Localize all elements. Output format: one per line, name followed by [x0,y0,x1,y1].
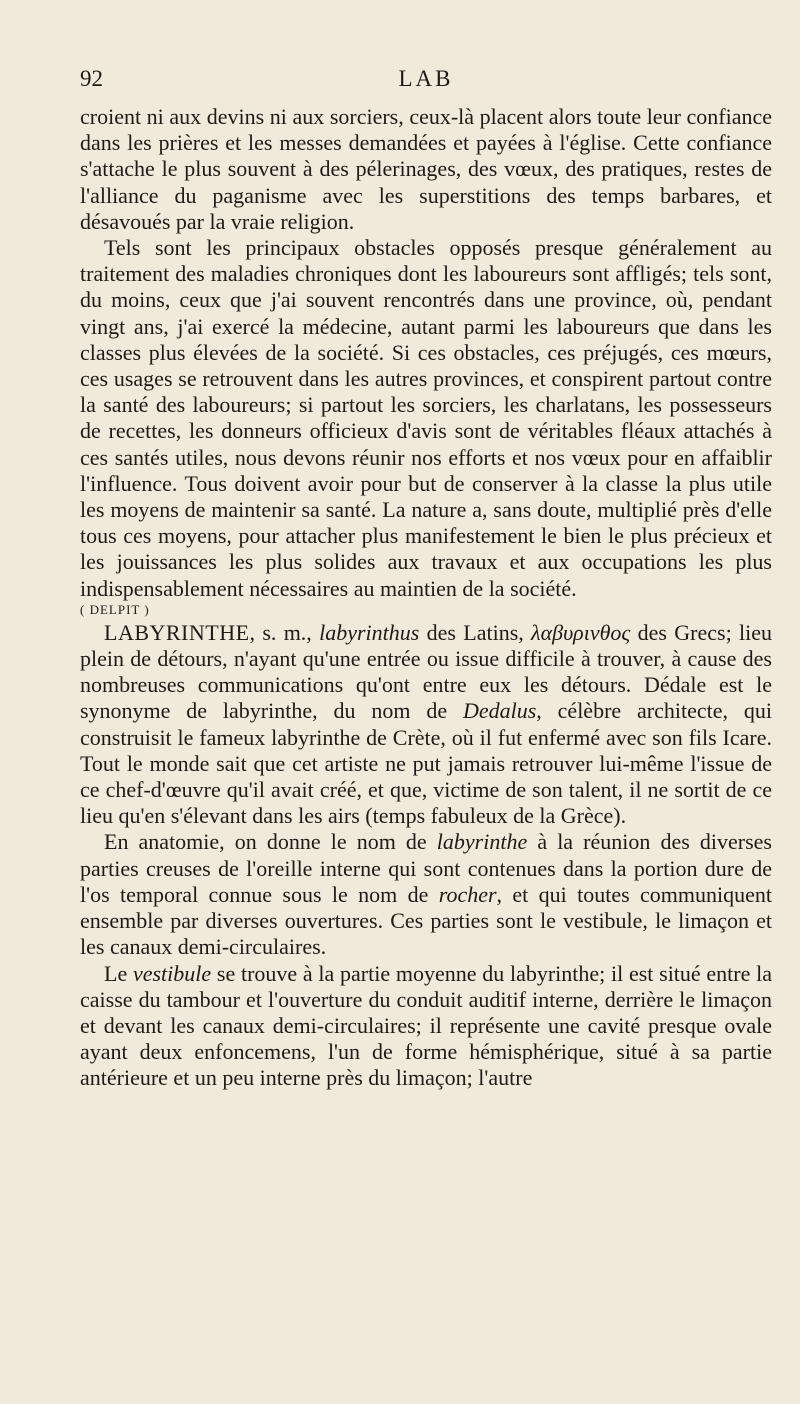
anatomy-text-a: En anatomie, on donne le nom de [104,829,437,855]
entry-intro-2: des Latins, [419,619,532,645]
paragraph-anatomy [80,829,772,960]
anatomy-text-c: , et qui toutes communiquent ensemble par diverses ouvertures. Ces parties sont le vestibule, le limaçon et les canaux demi-circulaires. [80,881,772,960]
paragraph-continuation: croient ni aux devins ni aux sorciers, ceux-là placent alors toute leur confiance dans les prières et les messes demandées et payées à l'église. Cette confiance s'attache le plus souvent à des pélerinages, des vœux, des pratiques, restes de l'alliance du paganisme avec les superstitions des temps barbares, et désavoués par la vraie religion. [80,104,772,234]
greek-term: λαβυρινθος [531,619,631,645]
dedalus-term: Dedalus [462,698,537,724]
anatomy-text-b: à la réunion des diverses parties creuses de l'oreille interne qui sont contenues dans la portion dure de l'os temporal connue sous le nom de [80,829,772,907]
page-number: 92 [80,66,103,91]
vestibule-term: vestibule [132,960,212,986]
entry-headword: LABYRINTHE [104,619,250,645]
paragraph-vestibule [80,961,772,1092]
body-text [80,104,772,1092]
entry-intro-1: , s. m., [249,619,320,645]
page-header [80,66,772,100]
rocher-term: rocher [438,881,497,907]
entry-labyrinthe [80,620,772,830]
entry-definition-end: , célèbre architecte, qui construisit le fameux labyrinthe de Crète, où il fut enfermé avec son fils Icare. Tout le monde sait que cet artiste ne put jamais retrouver lui-même l'issue de ce chef-d'œuvre qu'il avait créé, et que, victime de son talent, il ne sortit de ce lieu qu'en s'élevant dans les airs (temps fabuleux de la Grèce). [80,698,772,829]
paragraph-obstacles: Tels sont les principaux obstacles opposés presque généralement au traitement des maladies chroniques dont les laboureurs sont affligés; tels sont, du moins, ceux que j'ai souvent rencontrés dans une province, où, pendant vingt ans, j'ai exercé la médecine, autant parmi les laboureurs que dans les classes plus élevées de la société. Si ces obstacles, ces préjugés, ces mœurs, ces usages se retrouvent dans les autres provinces, et conspirent partout contre la santé des laboureurs; si partout les sorciers, les charlatans, les possesseurs de recettes, les donneurs officieux d'avis sont de véritables fléaux attachés à ces santés utiles, nous devons réunir nos efforts et nos vœux pour en affaiblir l'influence. Tous doivent avoir pour but de conserver à la classe la plus utile les moyens de maintenir sa santé. La nature a, sans doute, multiplié près d'elle tous ces moyens, pour attacher plus manifestement le bien le plus précieux et les jouissances les plus solides aux travaux et aux occupations les plus indispensablement nécessaires au maintien de la société. [80,235,772,601]
vestibule-text-b: se trouve à la partie moyenne du labyrinthe; il est situé entre la caisse du tambour et l'ouverture du conduit auditif interne, derrière le limaçon et devant les canaux demi-circulaires; il représente une cavité presque ovale ayant deux enfoncemens, l'un de forme hémisphérique, situé à sa partie antérieure et un peu interne près du limaçon; l'autre [80,960,773,1091]
latin-term: labyrinthus [319,619,420,645]
entry-definition: des Grecs; lieu plein de détours, n'ayant qu'une entrée ou issue difficile à trouver, à cause des nombreuses communications qu'ont entre eux les détours. Dédale est le synonyme de labyrinthe, du nom de [80,619,772,724]
author-signature: ( DELPIT ) [80,601,150,617]
labyrinthe-term: labyrinthe [436,829,528,855]
vestibule-text-a: Le [104,960,133,986]
running-head: LAB [398,66,454,91]
